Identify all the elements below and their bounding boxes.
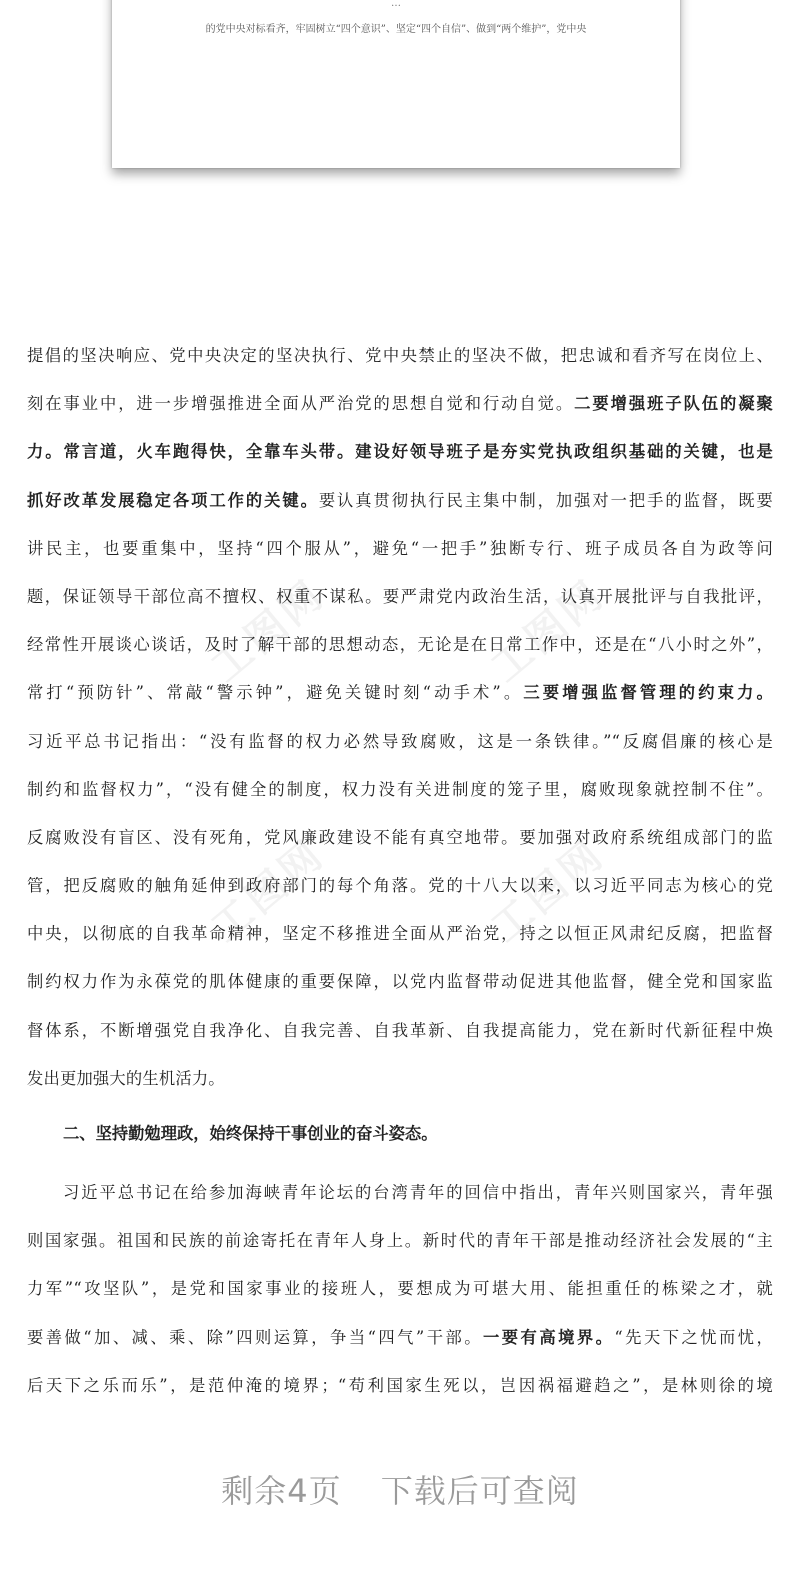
text-line <box>27 332 773 380</box>
watermark: 工图网 <box>202 571 334 692</box>
text-run: 讲民主，也要重集中，坚持“四个服从”，避免“一把手”独断专行、班子成员各自为政等问 <box>27 538 773 558</box>
document-paragraph <box>27 1169 773 1410</box>
text-run: 要认真贯彻执行民主集中制，加强对一把手的监督，既要 <box>318 490 773 510</box>
text-run: 经常性开展谈心谈话，及时了解干部的思想动态，无论是在日常工作中，还是在“八小时之外”， <box>27 635 773 655</box>
text-run: 提倡的坚决响应、党中央决定的坚决执行、党中央禁止的坚决不做，把忠诚和看齐写在岗位上、 <box>27 346 773 365</box>
bold-text: 力。常言道，火车跑得快，全靠车头带。建设好领导班子是夯实党执政组织基础的关键，也是 <box>27 442 773 462</box>
bold-text: 二要增强班子队伍的凝聚 <box>574 394 773 414</box>
text-line <box>27 669 773 717</box>
text-run: 习近平总书记指出：“没有监督的权力必然导致腐败，这是一条铁律。”“反腐倡廉的核心是 <box>27 731 773 751</box>
download-to-read-label[interactable]: 下载后可查阅 <box>380 1472 579 1510</box>
text-line <box>27 380 773 428</box>
text-run: 督体系，不断增强党自我净化、自我完善、自我革新、自我提高能力，党在新时代新征程中焕 <box>27 1020 773 1040</box>
text-run: 制约和监督权力”，“没有健全的制度，权力没有关进制度的笼子里，腐败现象就控制不住”。 <box>27 779 773 799</box>
page-preview-card <box>112 0 680 168</box>
text-line <box>27 1217 773 1265</box>
text-run: 刻在事业中，进一步增强推进全面从严治党的思想自觉和行动自觉。 <box>27 394 575 414</box>
text-line <box>27 621 773 669</box>
text-line <box>27 718 773 766</box>
text-line <box>27 1362 773 1410</box>
bold-text: 抓好改革发展稳定各项工作的关键。 <box>27 490 319 510</box>
remaining-pages-label[interactable]: 剩余4页 <box>221 1472 342 1510</box>
section-heading: 二、坚持勤勉理政，始终保持干事创业的奋斗姿态。 <box>63 1124 438 1143</box>
text-line <box>27 1265 773 1313</box>
text-line <box>27 428 773 476</box>
preview-text-line: 的党中央对标看齐，牢固树立“四个意识”、坚定“四个自信”、做到“两个维护”，党中央 <box>205 24 587 35</box>
bold-text: 一要有高境界。 <box>483 1327 615 1347</box>
watermark: 工图网 <box>202 831 334 952</box>
text-line <box>27 958 773 1006</box>
text-line <box>27 1007 773 1055</box>
bold-text: 三要增强监督管理的约束力。 <box>523 683 774 703</box>
document-paragraph <box>27 332 773 1103</box>
text-run: 后天下之乐而乐”，是范仲淹的境界；“苟利国家生死以，岂因祸福避趋之”，是林则徐的境 <box>27 1375 773 1395</box>
text-run: 发出更加强大的生机活力。 <box>27 1068 225 1088</box>
text-line <box>27 766 773 814</box>
watermark: 工图网 <box>482 831 614 952</box>
text-run: “先天下之忧而忧， <box>614 1327 774 1347</box>
text-run: 习近平总书记在给参加海峡青年论坛的台湾青年的回信中指出，青年兴则国家兴，青年强 <box>63 1183 773 1202</box>
text-line <box>27 573 773 621</box>
text-run: 反腐败没有盲区、没有死角，党风廉政建设不能有真空地带。要加强对政府系统组成部门的监 <box>27 827 773 847</box>
text-line <box>27 1314 773 1362</box>
text-run: 要善做“加、减、乘、除”四则运算，争当“四气”干部。 <box>27 1327 484 1347</box>
text-run: 中央，以彻底的自我革命精神，坚定不移推进全面从严治党，持之以恒正风肃纪反腐，把监督 <box>27 924 773 944</box>
text-run: 则国家强。祖国和民族的前途寄托在青年人身上。新时代的青年干部是推动经济社会发展的“主 <box>27 1231 773 1251</box>
text-run: 力军”“攻坚队”，是党和国家事业的接班人，要想成为可堪大用、能担重任的栋梁之才，就 <box>27 1279 773 1299</box>
text-line <box>27 862 773 910</box>
text-run: 题，保证领导干部位高不擅权、权重不谋私。要严肃党内政治生活，认真开展批评与自我批评， <box>27 586 773 606</box>
text-run: 制约权力作为永葆党的肌体健康的重要保障，以党内监督带动促进其他监督，健全党和国家监 <box>27 972 773 992</box>
preview-text-line: … <box>391 0 401 9</box>
download-prompt[interactable] <box>0 1466 800 1512</box>
text-run: 常打“预防针”、常敲“警示钟”，避免关键时刻“动手术”。 <box>27 683 524 703</box>
text-line <box>27 814 773 862</box>
watermark: 工图网 <box>482 571 614 692</box>
text-run: 管，把反腐败的触角延伸到政府部门的每个角落。党的十八大以来，以习近平同志为核心的党 <box>27 876 773 896</box>
text-line <box>27 525 773 573</box>
text-line <box>27 910 773 958</box>
text-line <box>27 1055 773 1103</box>
text-line <box>27 477 773 525</box>
text-line <box>27 1169 773 1217</box>
